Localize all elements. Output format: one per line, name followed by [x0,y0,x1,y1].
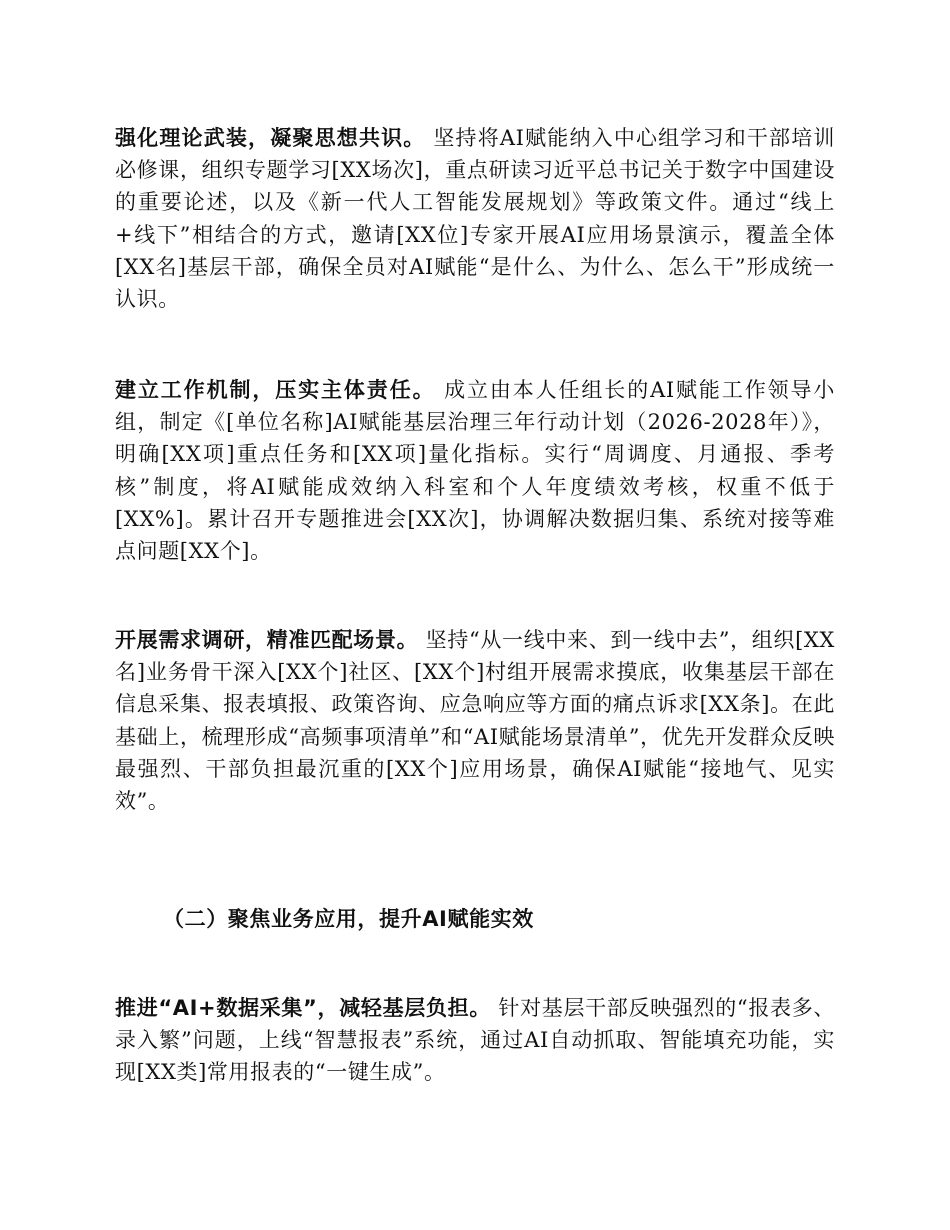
paragraph-lead: 开展需求调研，精准匹配场景。 [115,628,419,652]
section-heading: （二）聚焦业务应用，提升AI赋能实效 [163,907,534,931]
paragraph-lead: 建立工作机制，压实主体责任。 [115,378,436,402]
paragraph-mechanism [115,374,835,567]
paragraph-research [115,624,835,817]
paragraph-body: 成立由本人任组长的AI赋能工作领导小组，制定《[单位名称]AI赋能基层治理三年行动计划（2026-2028年）》，明确[XX项]重点任务和[XX项]量化指标。实行“周调度、月通报、季考核”制度，将AI赋能成效纳入科室和个人年度绩效考核，权重不低于[XX%]。累计召开专题推进会[XX次]，协调解决数据归集、系统对接等难点问题[XX个]。 [115,378,835,564]
paragraph-data-collection [115,992,835,1089]
paragraph-body: 针对基层干部反映强烈的“报表多、录入繁”问题，上线“智慧报表”系统，通过AI自动抓取、智能填充功能，实现[XX类]常用报表的“一键生成”。 [115,996,835,1085]
paragraph-body: 坚持将AI赋能纳入中心组学习和干部培训必修课，组织专题学习[XX场次]，重点研读习近平总书记关于数字中国建设的重要论述，以及《新一代人工智能发展规划》等政策文件。通过“线上+线下”相结合的方式，邀请[XX位]专家开展AI应用场景演示，覆盖全体[XX名]基层干部，确保全员对AI赋能“是什么、为什么、怎么干”形成统一认识。 [115,126,836,312]
paragraph-lead: 推进“AI+数据采集”，减轻基层负担。 [115,996,492,1020]
paragraph-body: 坚持“从一线中来、到一线中去”，组织[XX名]业务骨干深入[XX个]社区、[XX个]村组开展需求摸底，收集基层干部在信息采集、报表填报、政策咨询、应急响应等方面的痛点诉求[XX条]。在此基础上，梳理形成“高频事项清单”和“AI赋能场景清单”，优先开发群众反映最强烈、干部负担最沉重的[XX个]应用场景，确保AI赋能“接地气、见实效”。 [115,628,835,814]
paragraph-theory [115,122,835,315]
paragraph-lead: 强化理论武装，凝聚思想共识。 [115,126,426,150]
